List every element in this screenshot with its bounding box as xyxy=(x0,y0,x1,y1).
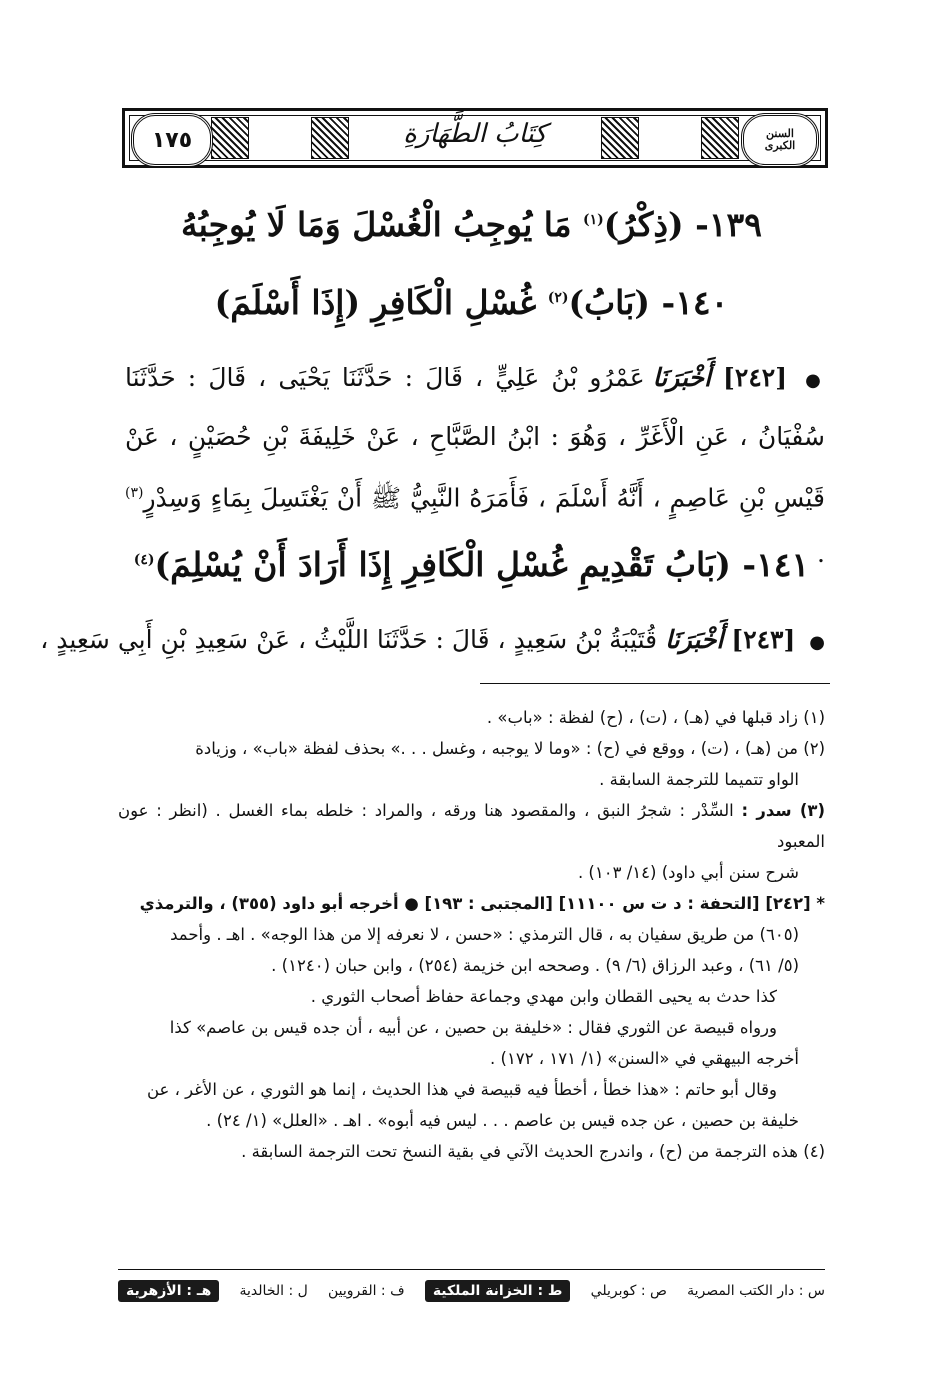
takhrij-line: ورواه قبيصة عن الثوري فقال : «خليفة بن حصين ، عن أبيه ، أن جده قيس بن عاصم» كذا xyxy=(169,1018,777,1037)
heading-139 xyxy=(100,205,843,244)
takhrij-line: وقال أبو حاتم : «هذا خطأ ، أخطأ فيه قبيصة في هذا الحديث ، إنما هو الثوري ، عن الأغر ، عن xyxy=(146,1080,777,1099)
book-logo-line2: الكبرى xyxy=(764,139,796,152)
ornament-icon xyxy=(311,117,349,159)
ornament-icon xyxy=(601,117,639,159)
hadith-text: قُتَيْبَةُ بْنُ سَعِيدٍ ، قَالَ : حَدَّثَنَا اللَّيْثُ ، عَنْ سَعِيدِ بْنِ أَبِي سَعِيدٍ ، xyxy=(40,625,666,654)
hadith-end: . xyxy=(817,539,825,569)
heading-140-title: ١٤٠- (بَابُ) xyxy=(568,283,729,322)
legend-divider xyxy=(118,1269,825,1270)
heading-139-title: ١٣٩- (ذِكْرُ) xyxy=(603,205,763,244)
takhrij-line: خليفة بن حصين ، عن جده قيس بن عاصم . . . ليس فيه أبوه» . اهـ . «العلل» (١/ ٢٤) . xyxy=(206,1111,799,1130)
header-banner xyxy=(122,108,828,168)
book-logo-line1: السنن xyxy=(766,127,794,140)
legend-s: س : دار الكتب المصرية xyxy=(687,1283,825,1299)
takhrij-line: كذا حدث به يحيى القطان وابن مهدي وجماعة حفاظ أصحاب الثوري . xyxy=(310,987,777,1006)
footnote-1: (١) زاد قبلها في (هـ) ، (ت) ، (ح) لفظة : «باب» . xyxy=(486,708,825,727)
page-number-medallion xyxy=(131,113,213,167)
footnote-divider xyxy=(480,683,830,684)
takhrij-line: (٦٠٥) من طريق سفيان به ، قال الترمذي : «حسن ، لا نعرفه إلا من هذا الوجه» . اهـ . وأحمد xyxy=(170,925,799,944)
footnotes xyxy=(118,702,825,1167)
heading-141 xyxy=(100,545,843,584)
hadith-number: [٢٤٢] xyxy=(723,363,788,392)
legend-ha: هـ : الأزهرية xyxy=(118,1280,219,1302)
footnote-3-cont: شرح سنن أبي داود) (١٤/ ١٠٣) . xyxy=(577,863,799,882)
legend-fa: ف : القرويين xyxy=(327,1283,405,1299)
akhbarana: أَخْبَرَنَا xyxy=(652,363,711,392)
heading-139-rest: مَا يُوجِبُ الْغُسْلَ وَمَا لَا يُوجِبُهُ xyxy=(180,205,584,244)
footnote-3 xyxy=(118,795,825,857)
legend-ta: ط : الخزانة الملكية xyxy=(425,1280,571,1302)
takhrij-242 xyxy=(118,888,825,919)
footnote-ref-3: (٣) xyxy=(125,485,144,501)
footnote-3-text: السِّدْر : شجرُ النبق ، والمقصود هنا ورقه ، والمراد : خلطه بماء الغسل . (انظر : عون المعبود xyxy=(118,801,825,851)
heading-141-title: ١٤١- (بَابُ تَقْدِيمِ غُسْلِ الْكَافِرِ إِذَا أَرَادَ أَنْ يُسْلِمَ) xyxy=(154,545,810,584)
legend-sad: ص : كوبريلي xyxy=(590,1283,667,1299)
manuscript-legend xyxy=(118,1276,825,1306)
bullet-icon: ● xyxy=(805,370,825,391)
page-number: ١٧٥ xyxy=(151,127,193,153)
hadith-number: [٢٤٣] xyxy=(731,625,796,654)
takhrij-line: أخرجه البيهقي في «السنن» (١/ ١٧١ ، ١٧٢) . xyxy=(490,1049,799,1068)
takhrij-242-line1: * [٢٤٢] [التحفة : د ت س ١١١٠٠] [المجتبى : ١٩٣] ● أخرجه أبو داود (٣٥٥) ، والترمذي xyxy=(139,894,825,913)
footnote-ref-1: (١) xyxy=(583,212,604,228)
ornament-icon xyxy=(701,117,739,159)
section-title: كِتَابُ الطَّهَارَةِ xyxy=(403,119,547,149)
bullet-icon: ● xyxy=(809,632,825,653)
akhbarana: أَخْبَرَنَا xyxy=(665,625,724,654)
hadith-text: عَمْرُو بْنُ عَلِيٍّ ، قَالَ : حَدَّثَنَا يَحْيَى ، قَالَ : حَدَّثَنَا سُفْيَانُ ، عَنِ الْأَغَرِّ ، وَهُوَ : ابْنُ الصَّبَّاحِ ، عَنْ خَلِيفَةَ بْنِ حُصَيْنٍ ، عَنْ قَيْسِ بْنِ عَاصِمٍ ، أَنَّهُ أَسْلَمَ ، فَأَمَرَهُ النَّبِيُّ ﷺ أَنْ يَغْتَسِلَ بِمَاءٍ وَسِدْرٍ xyxy=(125,363,825,513)
footnote-ref-4: (٤) xyxy=(133,552,155,568)
footnote-3-label: (٣) سدر : xyxy=(741,801,826,820)
heading-140 xyxy=(100,283,843,322)
takhrij-line: (٥/ ٦١) ، وعبد الرزاق (٦/ ٩) . وصححه ابن خزيمة (٢٥٤) ، وابن حبان (١٢٤٠) . xyxy=(271,956,799,975)
hadith-243 xyxy=(40,612,825,668)
footnote-4: (٤) هذه الترجمة من (ح) ، واندرج الحديث الآتي في بقية النسخ تحت الترجمة السابقة . xyxy=(241,1142,825,1161)
heading-140-rest: غُسْلِ الْكَافِرِ (إِذَا أَسْلَمَ) xyxy=(214,283,548,322)
ornament-icon xyxy=(211,117,249,159)
legend-lam: ل : الخالدية xyxy=(239,1283,308,1299)
footnote-2-cont: الواو تتميما للترجمة السابقة . xyxy=(599,770,799,789)
footnote-2: (٢) من (هـ) ، (ت) ، ووقع في (ح) : «وما لا يوجبه ، وغسل . . .» بحذف لفظة «باب» ، وزيادة xyxy=(195,739,825,758)
footnote-ref-2: (٢) xyxy=(547,290,569,306)
book-logo xyxy=(741,113,819,167)
